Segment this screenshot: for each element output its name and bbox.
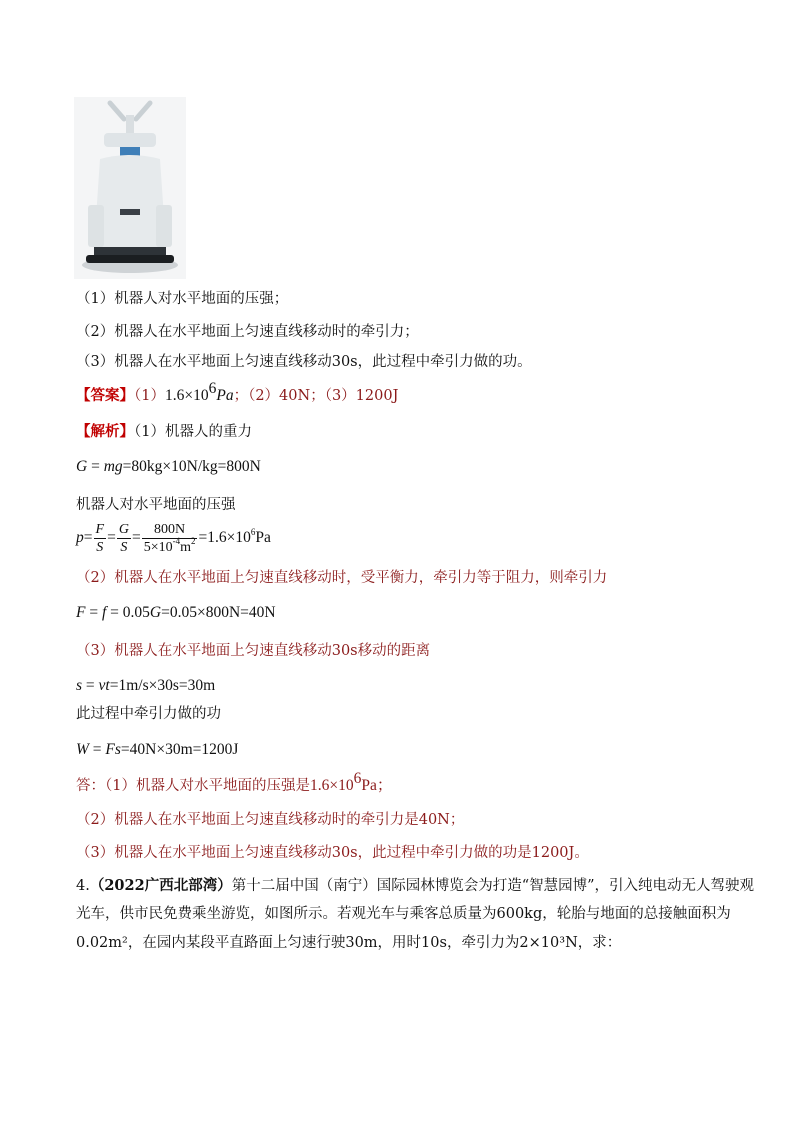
problem-4-line-3: 0.02m²，在园内某段平直路面上匀速行驶30m，用时10s，牵引力为2×10³N，求： bbox=[76, 935, 622, 951]
analysis-line-4: （3）机器人在水平地面上匀速直线移动30s移动的距离 bbox=[76, 643, 431, 659]
analysis-line-2: 机器人对水平地面的压强 bbox=[76, 497, 236, 513]
problem-4-line-1: 4.（2022广西北部湾）第十二届中国（南宁）国际园林博览会为打造“智慧园博”，引入纯电动无人驾驶观 bbox=[76, 877, 755, 894]
equation-work: W = Fs=40N×30m=1200J bbox=[76, 741, 239, 758]
problem-4-line-2: 光车，供市民免费乘坐游览，如图所示。若观光车与乘客总质量为600kg，轮胎与地面的总接触面积为 bbox=[76, 906, 731, 922]
question-2: （2）机器人在水平地面上匀速直线移动时的牵引力； bbox=[76, 324, 419, 340]
analysis-line-1: 【解析】（1）机器人的重力 bbox=[76, 423, 252, 440]
conclusion-1: 答：（1）机器人对水平地面的压强是$1.6\times 10^6Pa$； bbox=[76, 770, 393, 794]
question-3: （3）机器人在水平地面上匀速直线移动30s，此过程中牵引力做的功。 bbox=[76, 354, 532, 370]
question-1: （1）机器人对水平地面的压强； bbox=[76, 291, 289, 307]
answer-tag: 【答案】 bbox=[76, 387, 134, 404]
analysis-line-5: 此过程中牵引力做的功 bbox=[76, 706, 221, 722]
answer-line: 【答案】$(1)1.6\times 10^6Pa$；（2）40N；（3）1200J bbox=[76, 380, 399, 404]
conclusion-3: （3）机器人在水平地面上匀速直线移动30s，此过程中牵引力做的功是1200J。 bbox=[76, 845, 589, 861]
analysis-line-3: （2）机器人在水平地面上匀速直线移动时，受平衡力，牵引力等于阻力，则牵引力 bbox=[76, 570, 608, 586]
conclusion-2: （2）机器人在水平地面上匀速直线移动时的牵引力是40N； bbox=[76, 812, 465, 828]
equation-distance: s = vt=1m/s×30s=30m bbox=[76, 677, 216, 694]
equation-traction: F = f = 0.05G=0.05×800N=40N bbox=[76, 604, 276, 621]
robot-image bbox=[74, 97, 186, 279]
analysis-tag: 【解析】 bbox=[76, 423, 134, 440]
equation-pressure: p= $\frac{F}{S}$ = $\frac{G}{S}$ = $\frac{800N}{5\times 10^{-4}m^2}$ $=1.6\times 10^6Pa$ bbox=[76, 521, 271, 555]
equation-gravity: G = mg=80kg×10N/kg=800N bbox=[76, 458, 261, 475]
